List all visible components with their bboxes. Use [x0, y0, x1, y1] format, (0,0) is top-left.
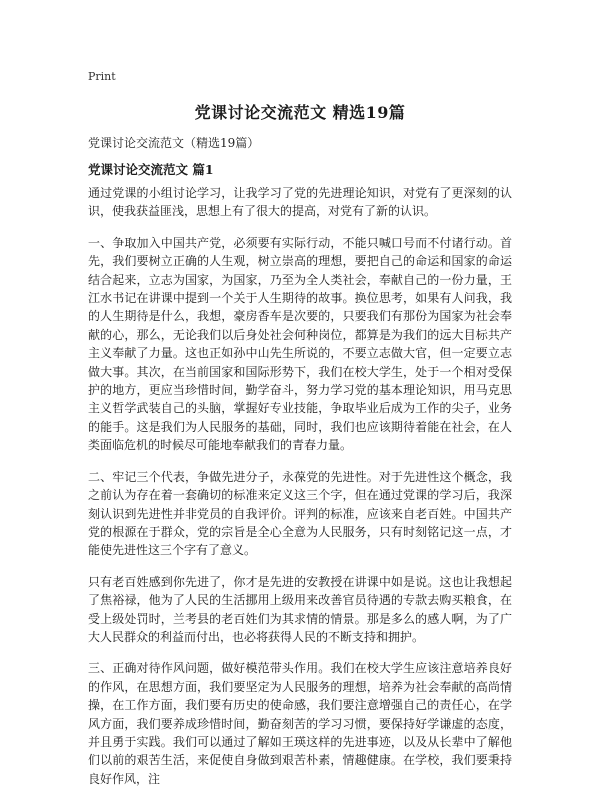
print-label: Print — [88, 70, 116, 83]
paragraph-jiao-yulu: 只有老百姓感到你先进了，你才是先进的安教授在讲课中如是说。这也让我想起了焦裕禄，他为了人民的生活挪用上级用来改善官员待遇的专款去购买粮食，在受上级处罚时，兰考县的老百姓们为其求情的情景。那是多么的感人啊，为了广大人民群众的利益而付出，也必将获得人民的不断支持和拥护。 — [88, 574, 512, 644]
paragraph-intro: 通过党课的小组讨论学习，让我学习了党的先进理论知识，对党有了更深刻的认识，使我获益匪浅，思想上有了很大的提高，对党有了新的认识。 — [88, 186, 512, 219]
section-heading: 党课讨论交流范文 篇1 — [88, 162, 214, 177]
document-subtitle: 党课讨论交流范文（精选19篇） — [88, 136, 260, 150]
document-body — [88, 184, 512, 801]
paragraph-point-3: 三、正确对待作风问题，做好模范带头作用。我们在校大学生应该注意培养良好的作风，在思想方面，我们要坚定为人民服务的理想，培养为社会奉献的高尚情操，在工作方面，我们要有历史的使命感，我们要注意增强自己的责任心，在学风方面，我们要养成珍惜时间，勤奋刻苦的学习习惯，要保持好学谦虚的态度，并且勇于实践。我们可以通过了解如王瑛这样的先进事迹，以及从长辈中了解他们以前的艰苦生活，来促使自身做到艰苦朴素，情趣健康。在学校，我们要秉持良好作风，注 — [88, 661, 512, 786]
paragraph-point-2: 二、牢记三个代表，争做先进分子，永葆党的先进性。对于先进性这个概念，我之前认为存在着一套确切的标准来定义这三个字，但在通过党课的学习后，我深刻认识到先进性并非党员的自我评价。评判的标准，应该来自老百姓。中国共产党的根源在于群众，党的宗旨是全心全意为人民服务，只有时刻铭记这一点，才能使先进性这三个字有了意义。 — [88, 469, 512, 558]
document-title: 党课讨论交流范文 精选19篇 — [194, 103, 406, 122]
paragraph-point-1: 一、争取加入中国共产党，必须要有实际行动，不能只喊口号而不付诸行动。首先，我们要树立正确的人生观，树立崇高的理想，要把自己的命运和国家的命运结合起来，立志为国家，为国家，乃至为全人类社会，奉献自己的一份力量，王江水书记在讲课中提到一个关于人生期待的故事。换位思考，如果有人问我，我的人生期待是什么，我想，豪房香车是次要的，只要我们有那份为国家为社会奉献的心，那么，无论我们以后身处社会何种岗位，都算是为我们的远大目标共产主义奉献了力量。这也正如孙中山先生所说的，不要立志做大官，但一定要立志做大事。其次，在当前国家和国际形势下，我们在校大学生，处于一个相对受保护的地方，更应当珍惜时间，勤学奋斗，努力学习党的基本理论知识，用马克思主义哲学武装自己的头脑，掌握好专业技能，争取毕业后成为工作的尖子，业务的能手。这是我们为人民服务的基础，同时，我们也应该期待着能在社会，在人类面临危机的时候尽可能地奉献我们的青春力量。 — [88, 235, 512, 453]
